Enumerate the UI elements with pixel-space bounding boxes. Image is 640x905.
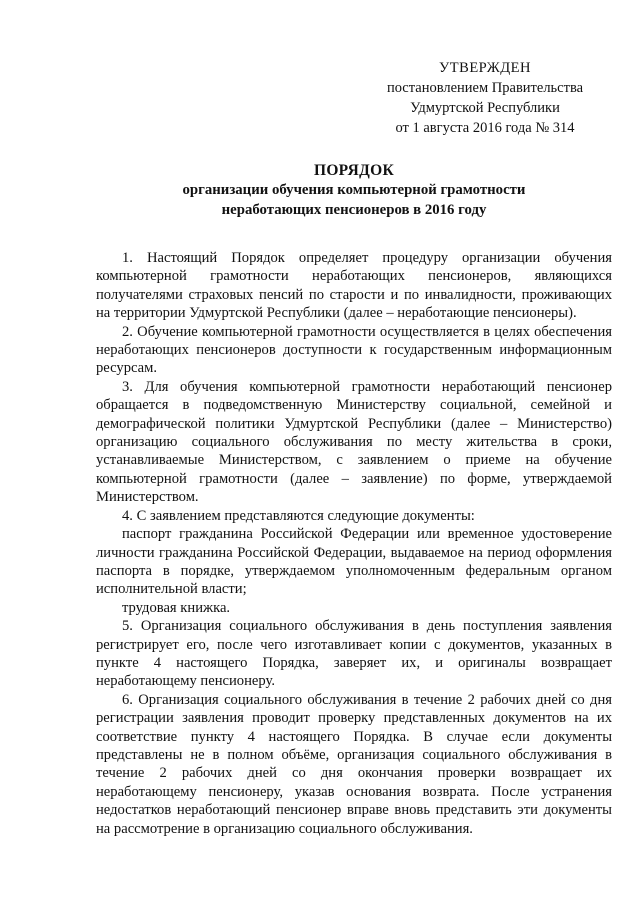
document-subtitle-line-1: организации обучения компьютерной грамотности <box>182 182 526 198</box>
document-heading <box>96 160 612 220</box>
paragraph-4-workbook: трудовая книжка. <box>122 599 231 616</box>
document-subtitle-line-2: неработающих пенсионеров в 2016 году <box>221 201 487 218</box>
paragraph-4: 4. С заявлением представляются следующие документы: <box>122 507 475 524</box>
approval-stamp <box>360 58 610 138</box>
approval-region: Удмуртской Республики <box>410 100 560 116</box>
document-title: ПОРЯДОК <box>313 162 395 179</box>
approval-authority: постановлением Правительства <box>386 80 584 96</box>
approval-heading: УТВЕРЖДЕН <box>439 60 531 76</box>
paragraph-5: 5. Организация социального обслуживания в день поступления заявления регистрирует его, после чего изготавливает копии с документов, указанных в пункте 4 настоящего Порядка, заверяет их, и оригиналы возвращает неработающему пенсионеру. <box>96 618 612 690</box>
paragraph-6: 6. Организация социального обслуживания в течение 2 рабочих дней со дня регистрации заявления проводит проверку представленных документов на их соответствие пункту 4 настоящего Порядка. В случае если документы представлены не в полном объёме, организация социального обслуживания в течение 2 рабочих дней со дня окончания проверки возвращает их неработающему пенсионеру, указав основания возврата. После устранения недостатков неработающий пенсионер вправе вновь представить эти документы на рассмотрение в организацию социального обслуживания. <box>96 691 612 837</box>
paragraph-2: 2. Обучение компьютерной грамотности осуществляется в целях обеспечения неработающих пенсионеров доступности к государственным информационным ресурсам. <box>96 323 612 377</box>
paragraph-1: 1. Настоящий Порядок определяет процедуру организации обучения компьютерной грамотности неработающих пенсионеров, являющихся получателями страховых пенсий по старости и по инвалидности, проживающих на территории Удмуртской Республики (далее – неработающие пенсионеры). <box>96 250 612 322</box>
paragraph-3: 3. Для обучения компьютерной грамотности неработающий пенсионер обращается в подведомственную Министерству социальной, семейной и демографической политики Удмуртской Республики (далее – Министерство) организацию социального обслуживания по месту жительства в сроки, устанавливаемые Министерством, с заявлением о приеме на обучение компьютерной грамотности (далее – заявление) по форме, утверждаемой Министерством. <box>96 378 612 506</box>
document-body <box>96 249 612 838</box>
approval-date: от 1 августа 2016 года № 314 <box>395 120 575 136</box>
paragraph-4-passport: паспорт гражданина Российской Федерации или временное удостоверение личности гражданина Российской Федерации, выдаваемое на период оформления паспорта в порядке, утверждаемом уполномоченным федеральным органом исполнительной власти; <box>96 526 612 598</box>
